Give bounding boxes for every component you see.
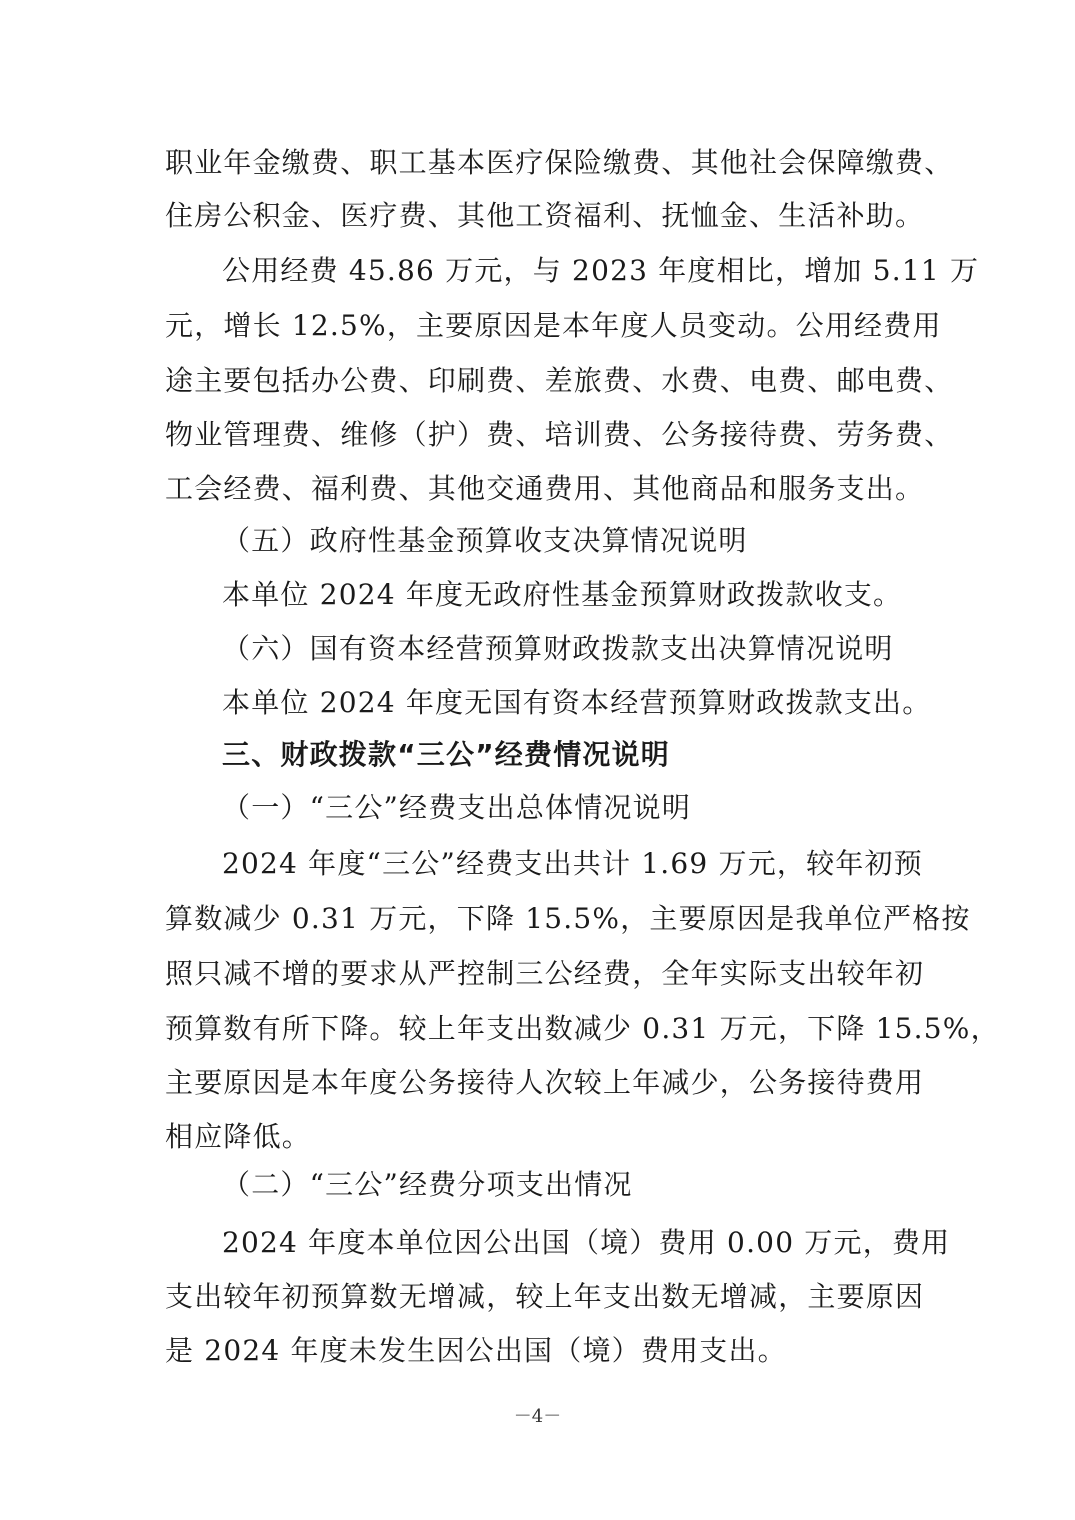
section-heading-2: （二）“三公”经费分项支出情况 xyxy=(222,1168,633,1201)
body-text-line: 本单位 2024 年度无政府性基金预算财政拨款收支。 xyxy=(222,578,903,611)
body-text-line: 元，增长 12.5%，主要原因是本年度人员变动。公用经费用 xyxy=(165,309,942,342)
page-number: －4－ xyxy=(513,1406,562,1427)
body-text-line: 是 2024 年度未发生因公出国（境）费用支出。 xyxy=(165,1334,787,1367)
body-text-line: 职业年金缴费、职工基本医疗保险缴费、其他社会保障缴费、 xyxy=(165,146,954,179)
body-text-line: 本单位 2024 年度无国有资本经营预算财政拨款支出。 xyxy=(222,686,932,719)
body-text-line: 照只减不增的要求从严控制三公经费，全年实际支出较年初 xyxy=(165,957,925,990)
section-heading-1: （一）“三公”经费支出总体情况说明 xyxy=(222,791,692,824)
body-text-line: 相应降低。 xyxy=(165,1120,312,1153)
body-text-line: 物业管理费、维修（护）费、培训费、公务接待费、劳务费、 xyxy=(165,418,954,451)
paragraph-start-three-public: 2024 年度“三公”经费支出共计 1.69 万元，较年初预 xyxy=(222,847,923,880)
section-heading-6: （六）国有资本经营预算财政拨款支出决算情况说明 xyxy=(222,632,894,665)
chapter-heading-3: 三、财政拨款“三公”经费情况说明 xyxy=(222,738,671,771)
section-heading-5: （五）政府性基金预算收支决算情况说明 xyxy=(222,524,748,557)
body-text-line: 住房公积金、医疗费、其他工资福利、抚恤金、生活补助。 xyxy=(165,199,925,232)
body-text-line: 工会经费、福利费、其他交通费用、其他商品和服务支出。 xyxy=(165,472,925,505)
paragraph-start-overseas: 2024 年度本单位因公出国（境）费用 0.00 万元，费用 xyxy=(222,1226,951,1259)
paragraph-start-public-expenses: 公用经费 45.86 万元，与 2023 年度相比，增加 5.11 万 xyxy=(222,254,980,287)
body-text-line: 预算数有所下降。较上年支出数减少 0.31 万元，下降 15.5%， xyxy=(165,1012,1000,1045)
body-text-line: 途主要包括办公费、印刷费、差旅费、水费、电费、邮电费、 xyxy=(165,364,954,397)
body-text-line: 算数减少 0.31 万元，下降 15.5%，主要原因是我单位严格按 xyxy=(165,902,971,935)
body-text-line: 支出较年初预算数无增减，较上年支出数无增减，主要原因 xyxy=(165,1280,925,1313)
body-text-line: 主要原因是本年度公务接待人次较上年减少，公务接待费用 xyxy=(165,1066,925,1099)
